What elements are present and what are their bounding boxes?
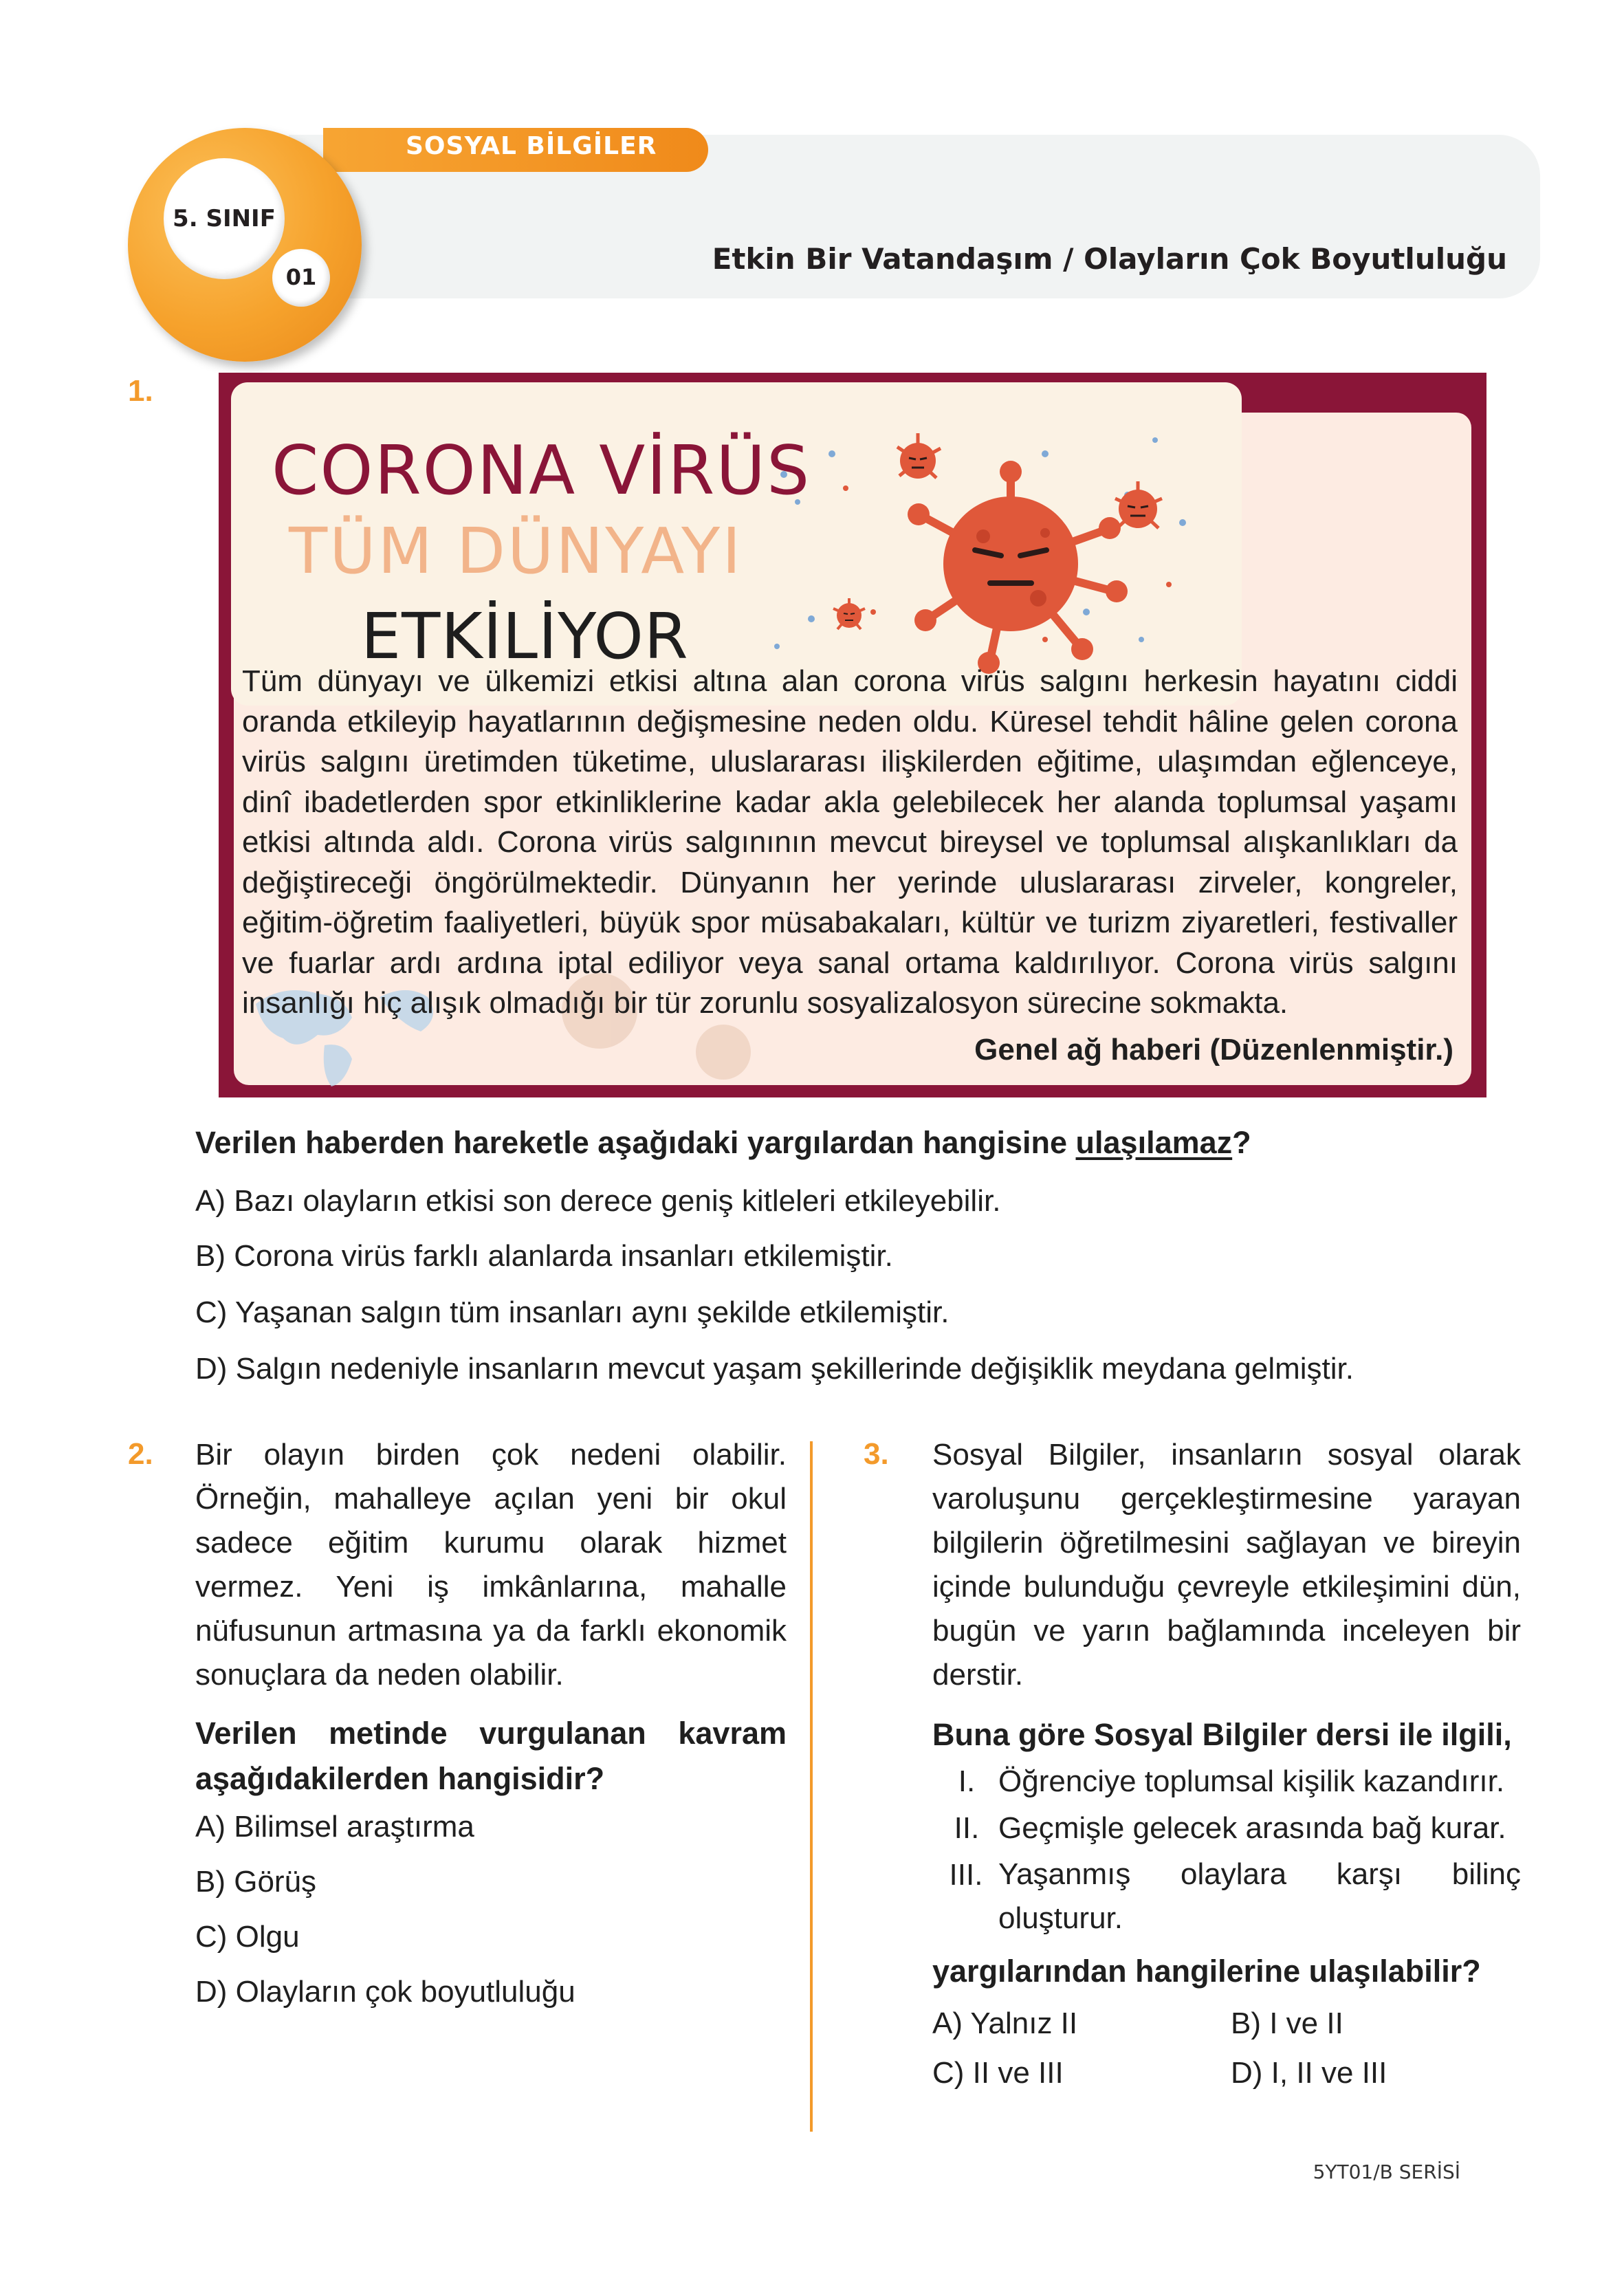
question-2-option-c[interactable]: C) Olgu: [195, 1920, 300, 1954]
question-1-option-d[interactable]: D) Salgın nedeniyle insanların mevcut yaşam şekillerinde değişiklik meydana gelmiştir.: [195, 1352, 1354, 1386]
question-3-option-a[interactable]: A) Yalnız II: [932, 2007, 1078, 2040]
question-3-stem-2: yargılarından hangilerine ulaşılabilir?: [932, 1954, 1481, 1989]
question-1-stem: [195, 1125, 1251, 1161]
virus-illustration: [756, 413, 1238, 701]
statement-3-numeral: III.: [949, 1858, 983, 1892]
news-headline-line-2: TÜM DÜNYAYI: [289, 514, 743, 588]
statement-2-numeral: II.: [954, 1811, 980, 1845]
question-2-stem: Verilen metinde vurgulanan kavram aşağıdakilerden hangisidir?: [195, 1716, 787, 1796]
news-source: Genel ağ haberi (Düzenlenmiştir.): [974, 1033, 1453, 1067]
question-2-option-a[interactable]: A) Bilimsel araştırma: [195, 1810, 474, 1844]
question-3-option-d[interactable]: D) I, II ve III: [1231, 2056, 1387, 2090]
question-1-option-a[interactable]: A) Bazı olayların etkisi son derece geniş kitleleri etkileyebilir.: [195, 1184, 1001, 1218]
series-code: 5YT01/B SERİSİ: [1313, 2161, 1460, 2183]
question-2-option-b[interactable]: B) Görüş: [195, 1865, 317, 1899]
question-3-option-b[interactable]: B) I ve II: [1231, 2007, 1343, 2040]
statement-1-text: Öğrenciye toplumsal kişilik kazandırır.: [998, 1764, 1505, 1798]
worksheet-number: 01: [285, 264, 317, 290]
question-1-number: 1.: [128, 374, 153, 408]
question-1-stem-end: ?: [1232, 1125, 1251, 1160]
question-1-option-c[interactable]: C) Yaşanan salgın tüm insanları aynı şekilde etkilemiştir.: [195, 1295, 950, 1329]
question-1-stem-underlined: ulaşılamaz: [1075, 1125, 1233, 1160]
grade-label: 5. SINIF: [173, 205, 276, 232]
news-body: Tüm dünyayı ve ülkemizi etkisi altına alan corona virüs salgını herkesin hayatını ciddi oranda etkileyip hayatlarının değişmesine neden oldu. Küresel tehdit hâline gelen corona virüs salgını üretimden tüketime, uluslararası ilişkilerden eğitime, ulaşımdan eğlenceye, dinî ibadetlerden spor etkinliklerine kadar akla gelebilecek her alanda toplumsal yaşamı etkisi altında aldı. Corona virüs salgınının mevcut bireysel ve toplumsal alışkanlıkları da değiştireceği öngörülmektedir. Dünyanın her yerinde uluslararası zirveler, kongreler, eğitim-öğretim faaliyetleri, büyük spor müsabakaları, kültür ve turizm ziyaretleri, festivaller ve fuarlar ardı ardına iptal ediliyor veya sanal ortama kaldırılıyor. Corona virüs salgını insanlığı hiç alışık olmadığı bir tür zorunlu sosyalizalosyon sürecine sokmakta.: [242, 664, 1458, 1020]
subject-label: SOSYAL BİLGİLER: [406, 132, 657, 160]
news-headline-line-1: CORONA VİRÜS: [272, 432, 811, 510]
question-2-number: 2.: [128, 1437, 153, 1471]
question-3-stem: Buna göre Sosyal Bilgiler dersi ile ilgili,: [932, 1717, 1512, 1752]
question-2-option-d[interactable]: D) Olayların çok boyutluluğu: [195, 1975, 575, 2009]
question-3-number: 3.: [864, 1437, 889, 1471]
question-3-text: Sosyal Bilgiler, insanların sosyal olarak varoluşunu gerçekleştirmesine yarayan bilgilerin öğretilmesini sağlayan ve bireyin içinde bulunduğu çevreyle etkileşimini dün, bugün ve yarın bağlamında inceleyen bir derstir.: [932, 1438, 1521, 1692]
statement-1-numeral: I.: [958, 1764, 976, 1798]
statement-2-text: Geçmişle gelecek arasında bağ kurar.: [998, 1811, 1506, 1845]
question-1-stem-text: Verilen haberden hareketle aşağıdaki yargılardan hangisine: [195, 1125, 1076, 1160]
question-1-option-b[interactable]: B) Corona virüs farklı alanlarda insanları etkilemiştir.: [195, 1239, 893, 1273]
question-3-option-c[interactable]: C) II ve III: [932, 2056, 1064, 2090]
unit-title: Etkin Bir Vatandaşım / Olayların Çok Boyutluluğu: [712, 242, 1507, 276]
statement-3-text: Yaşanmış olaylara karşı bilinç oluşturur.: [998, 1857, 1521, 1935]
news-headline-line-3: ETKİLİYOR: [361, 600, 689, 673]
column-divider: [810, 1441, 813, 2132]
question-2-text: Bir olayın birden çok nedeni olabilir. Örneğin, mahalleye açılan yeni bir okul sadece eğitim kurumu olarak hizmet vermez. Yeni iş imkânlarına, mahalle nüfusunun artmasına ya da farklı ekonomik sonuçlara da neden olabilir.: [195, 1438, 787, 1692]
